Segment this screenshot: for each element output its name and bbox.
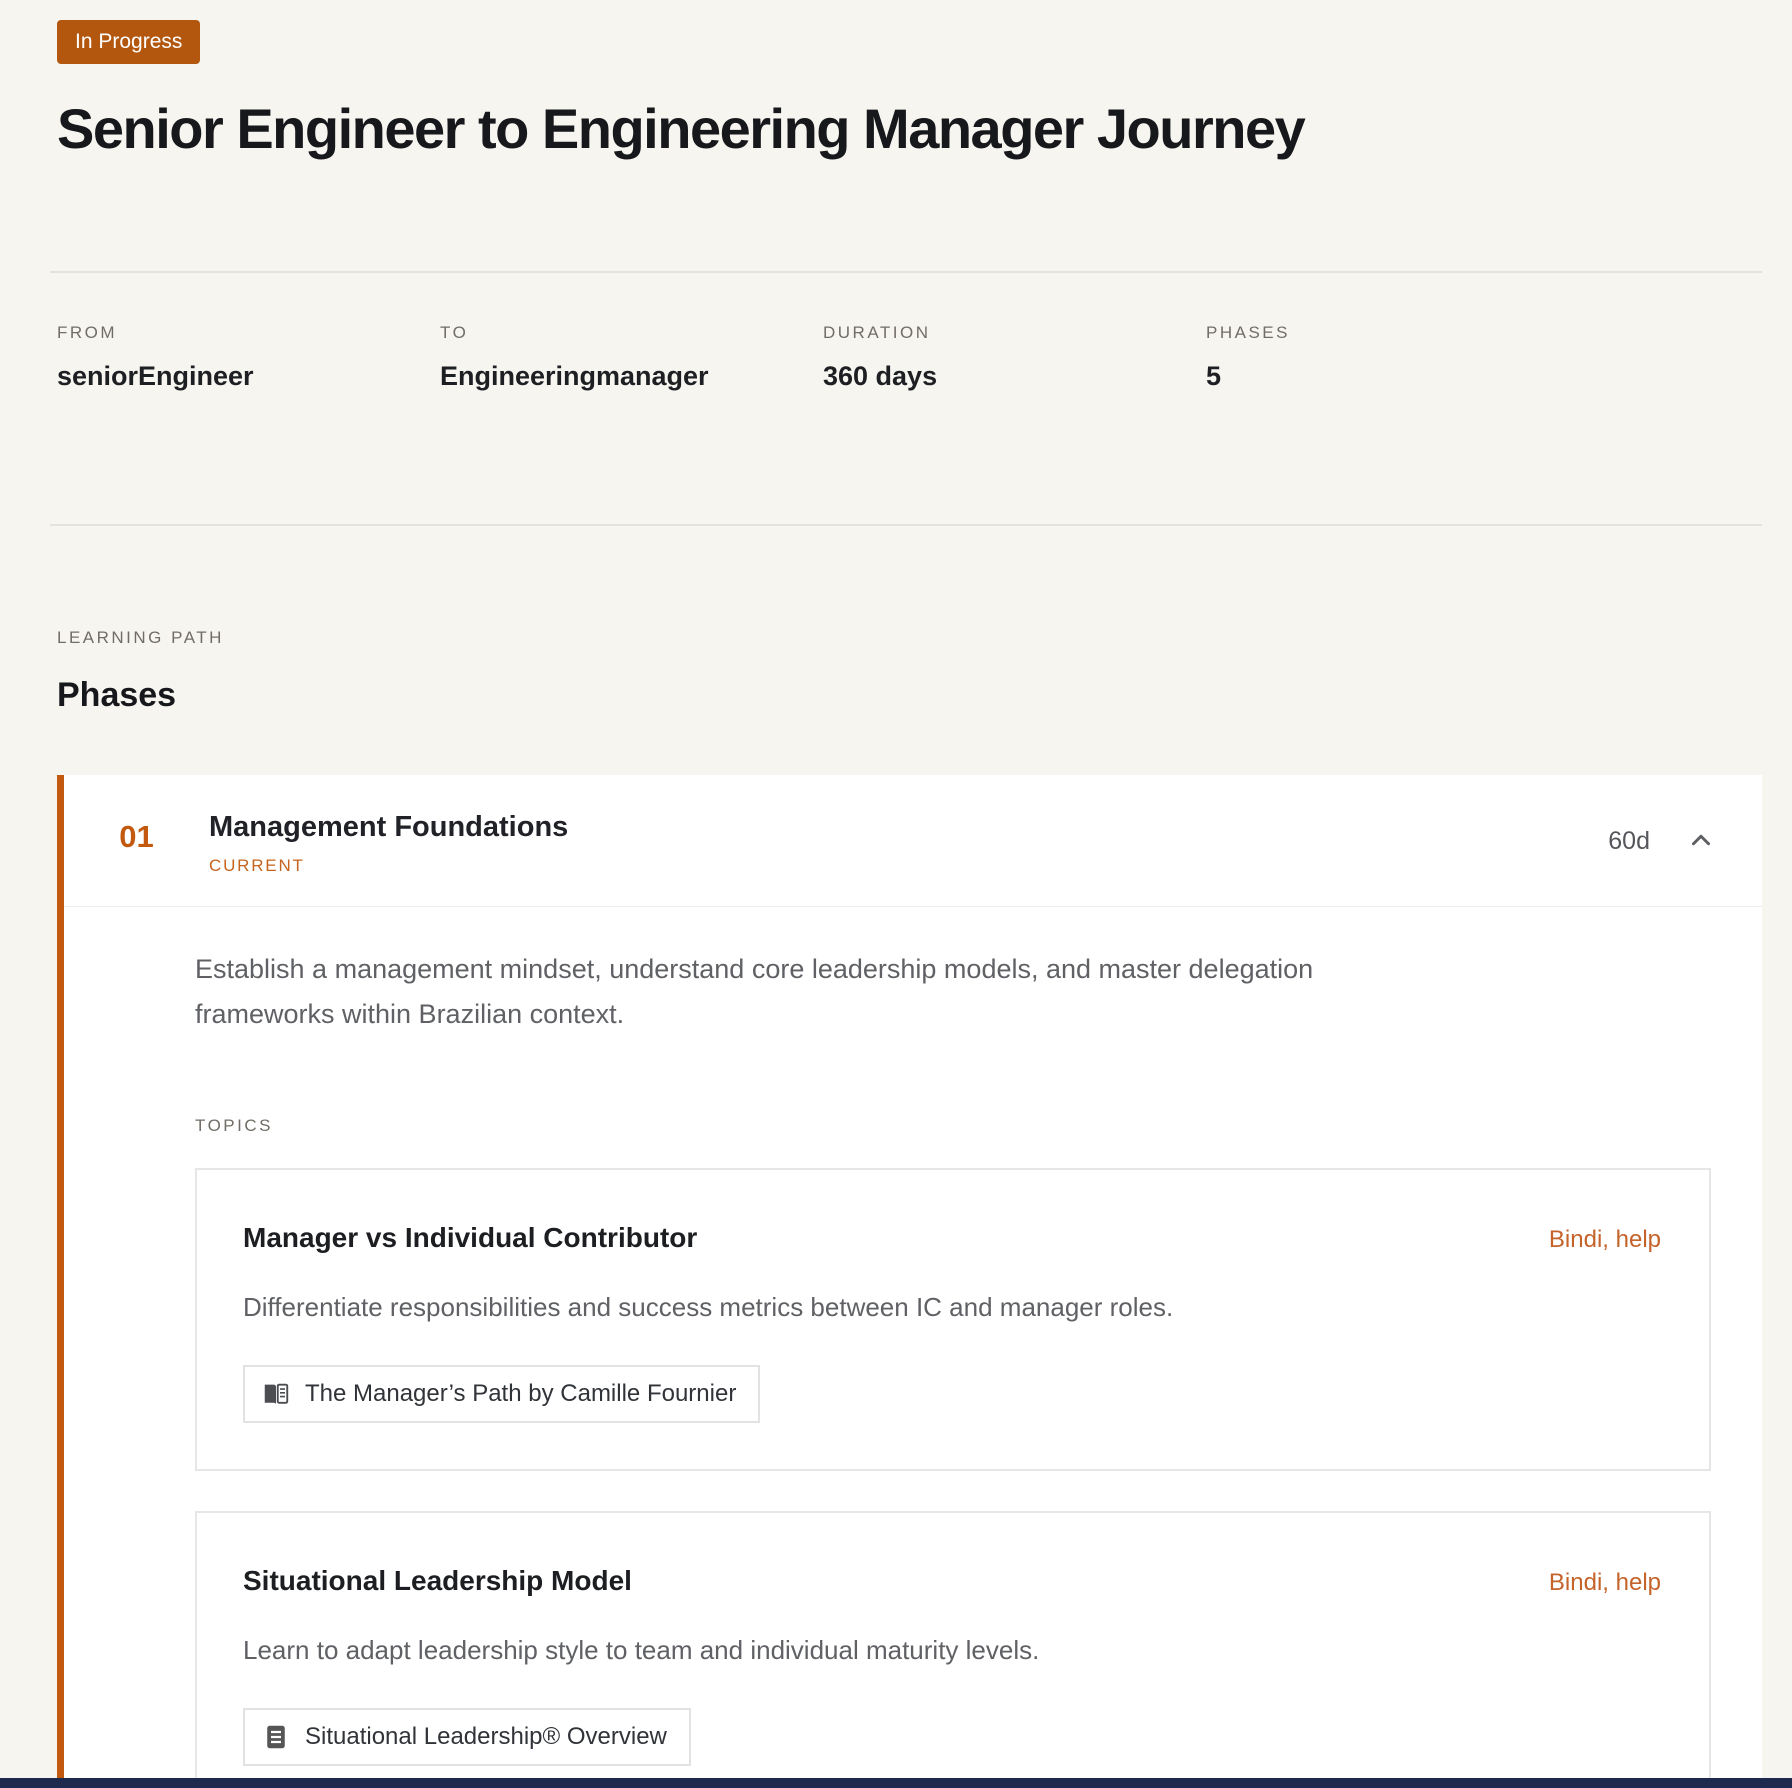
- meta-to-value: Engineeringmanager: [440, 361, 709, 391]
- bindi-help-link[interactable]: Bindi, help: [1548, 1226, 1661, 1254]
- phase-card-01: [57, 775, 1762, 1788]
- phase-number: 01: [119, 819, 154, 854]
- meta-duration-label: DURATION: [823, 323, 931, 342]
- phase-body: [64, 907, 1762, 1788]
- book-icon: [261, 1379, 291, 1409]
- phase-number-col: [64, 811, 209, 855]
- meta-to: [440, 323, 823, 392]
- journey-meta-row: [57, 323, 1762, 392]
- divider: [50, 271, 1762, 273]
- article-icon: [261, 1722, 291, 1752]
- meta-from-label: FROM: [57, 323, 118, 342]
- topics-label: TOPICS: [195, 1116, 273, 1136]
- topic-title: Situational Leadership Model: [243, 1565, 632, 1597]
- topic-description: Learn to adapt leadership style to team and individual maturity levels.: [243, 1635, 1040, 1666]
- status-badge: In Progress: [57, 20, 200, 64]
- phase-title-col: [209, 811, 1608, 876]
- divider: [50, 524, 1762, 526]
- phase-title: Management Foundations: [209, 811, 569, 843]
- phase-header-right: [1608, 811, 1716, 858]
- topic-card: [195, 1511, 1711, 1788]
- meta-duration: [823, 323, 1206, 392]
- phase-duration: 60d: [1608, 827, 1650, 855]
- meta-from: [57, 323, 440, 392]
- meta-duration-value: 360 days: [823, 361, 938, 391]
- bottom-bar: [0, 1778, 1792, 1788]
- learning-path-eyebrow: LEARNING PATH: [57, 628, 224, 647]
- meta-from-value: seniorEngineer: [57, 361, 254, 391]
- resource-label: Situational Leadership® Overview: [305, 1723, 667, 1751]
- page-title: Senior Engineer to Engineering Manager Journey: [57, 97, 1305, 160]
- phase-header[interactable]: [64, 775, 1762, 907]
- meta-phases-label: PHASES: [1206, 323, 1290, 342]
- phases-heading: Phases: [57, 676, 177, 714]
- chevron-up-icon: [1686, 825, 1716, 858]
- phase-description: Establish a management mindset, understand core leadership models, and master delegation frameworks within Brazilian context.: [195, 954, 1314, 1029]
- topic-title: Manager vs Individual Contributor: [243, 1222, 698, 1254]
- topic-description: Differentiate responsibilities and success metrics between IC and manager roles.: [243, 1292, 1174, 1323]
- resource-chip[interactable]: [243, 1365, 760, 1423]
- topic-card: [195, 1168, 1711, 1471]
- meta-to-label: TO: [440, 323, 469, 342]
- resource-label: The Manager’s Path by Camille Fournier: [305, 1380, 737, 1408]
- resource-chip[interactable]: [243, 1708, 691, 1766]
- meta-phases: [1206, 323, 1762, 392]
- collapse-phase-button[interactable]: [1686, 825, 1716, 858]
- phase-status-badge: CURRENT: [209, 856, 305, 875]
- bindi-help-link[interactable]: Bindi, help: [1548, 1569, 1661, 1597]
- meta-phases-value: 5: [1206, 361, 1222, 391]
